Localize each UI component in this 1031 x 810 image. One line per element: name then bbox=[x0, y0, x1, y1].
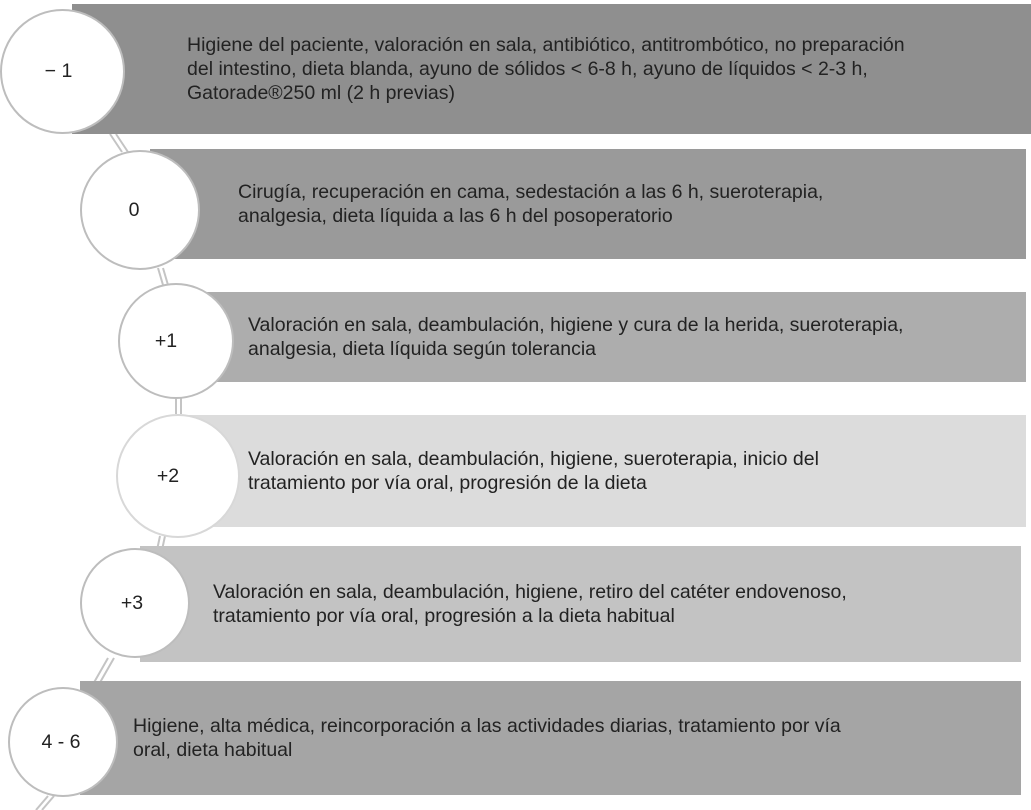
connector-1-2b bbox=[116, 134, 128, 152]
step-bar-plus-2 bbox=[180, 415, 1026, 527]
connector-6-endb bbox=[42, 796, 54, 810]
step-description: Higiene, alta médica, reincorporación a las actividades diarias, tratamiento por vía oral, dieta habitual bbox=[133, 715, 841, 761]
day-label: +1 bbox=[154, 329, 178, 352]
day-circle-plus-3 bbox=[80, 548, 190, 658]
day-label: − 1 bbox=[44, 60, 73, 82]
day-circle-4-6 bbox=[8, 687, 118, 797]
connector-6-end bbox=[36, 796, 48, 810]
step-description: Valoración en sala, deambulación, higiene y cura de la herida, sueroterapia, analgesia, dieta líquida según tolerancia bbox=[248, 314, 904, 360]
day-circle-plus-2 bbox=[116, 414, 240, 538]
connector-2-3 bbox=[158, 268, 163, 285]
day-label: +3 bbox=[120, 591, 144, 614]
connector-2-3b bbox=[163, 268, 168, 285]
step-description: Valoración en sala, deambulación, higiene, sueroterapia, inicio del tratamiento por vía oral, progresión de la dieta bbox=[248, 448, 819, 494]
day-label: 4 - 6 bbox=[41, 730, 81, 753]
day-circle-minus-1 bbox=[0, 9, 125, 134]
step-bar-plus-1 bbox=[180, 292, 1026, 382]
step-bar-0 bbox=[150, 149, 1026, 259]
day-label: 0 bbox=[128, 198, 140, 221]
step-description: Cirugía, recuperación en cama, sedestación a las 6 h, sueroterapia, analgesia, dieta líquida a las 6 h del posoperatorio bbox=[238, 181, 824, 227]
day-label: +2 bbox=[156, 464, 180, 487]
step-description: Higiene del paciente, valoración en sala, antibiótico, antitrombótico, no preparación del intestino, dieta blanda, ayuno de sólidos < 6-8 h, ayuno de líquidos < 2-3 h, Gatorade®250 ml (2 h previas) bbox=[187, 34, 905, 104]
day-circle-0 bbox=[80, 150, 200, 270]
connector-1-2 bbox=[110, 134, 122, 152]
day-circle-plus-1 bbox=[118, 283, 234, 399]
step-bar-4-6 bbox=[80, 681, 1021, 795]
step-bar-plus-3 bbox=[140, 546, 1021, 662]
step-bar-minus-1 bbox=[72, 4, 1031, 134]
step-description: Valoración en sala, deambulación, higiene, retiro del catéter endovenoso, tratamiento por vía oral, progresión a la dieta habitual bbox=[213, 581, 847, 627]
